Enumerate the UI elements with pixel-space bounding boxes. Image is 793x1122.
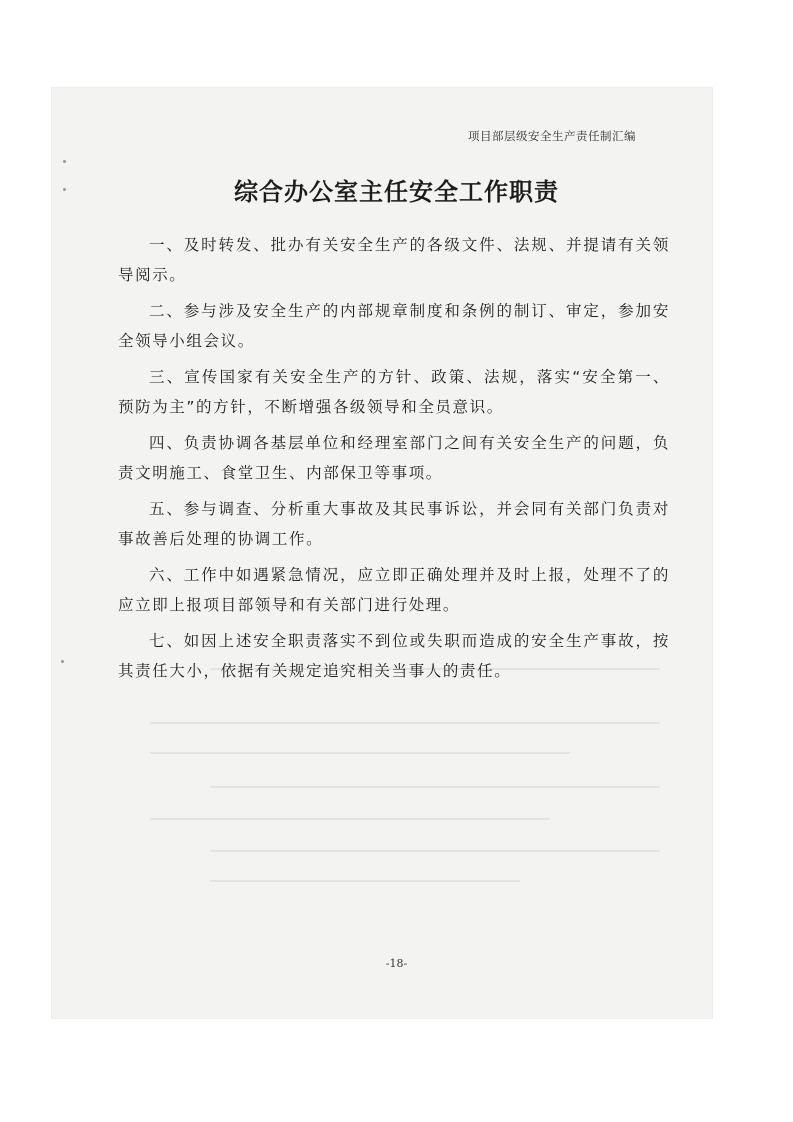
page-number: -18-: [385, 957, 408, 970]
bleed-through-line: [150, 752, 570, 754]
paragraph-4: 四、负责协调各基层单位和经理室部门之间有关安全生产的问题，负责文明施工、食堂卫生、内部保卫等事项。: [118, 434, 670, 482]
document-title: 综合办公室主任安全工作职责: [234, 178, 559, 206]
bleed-through-line: [150, 818, 550, 820]
paragraph-3: 三、宣传国家有关安全生产的方针、政策、法规，落实“安全第一、预防为主”的方针，不断增强各级领导和全员意识。: [118, 368, 670, 416]
running-header: 项目部层级安全生产责任制汇编: [468, 129, 636, 143]
bleed-through-line: [210, 850, 660, 852]
bleed-through-line: [150, 722, 660, 724]
paragraph-2: 二、参与涉及安全生产的内部规章制度和条例的制订、审定，参加安全领导小组会议。: [118, 302, 670, 350]
scan-speck: [63, 160, 66, 163]
scan-speck: [61, 660, 64, 663]
document-body: [118, 230, 670, 692]
bleed-through-line: [210, 786, 660, 788]
paragraph-1: 一、及时转发、批办有关安全生产的各级文件、法规、并提请有关领导阅示。: [118, 236, 670, 284]
paragraph-7: 七、如因上述安全职责落实不到位或失职而造成的安全生产事故，按其责任大小，依据有关规定追究相关当事人的责任。: [118, 632, 670, 680]
paragraph-5: 五、参与调查、分析重大事故及其民事诉讼，并会同有关部门负责对事故善后处理的协调工作。: [118, 500, 670, 548]
paragraph-6: 六、工作中如遇紧急情况，应立即正确处理并及时上报，处理不了的应立即上报项目部领导和有关部门进行处理。: [118, 566, 670, 614]
bleed-through-line: [210, 880, 520, 882]
